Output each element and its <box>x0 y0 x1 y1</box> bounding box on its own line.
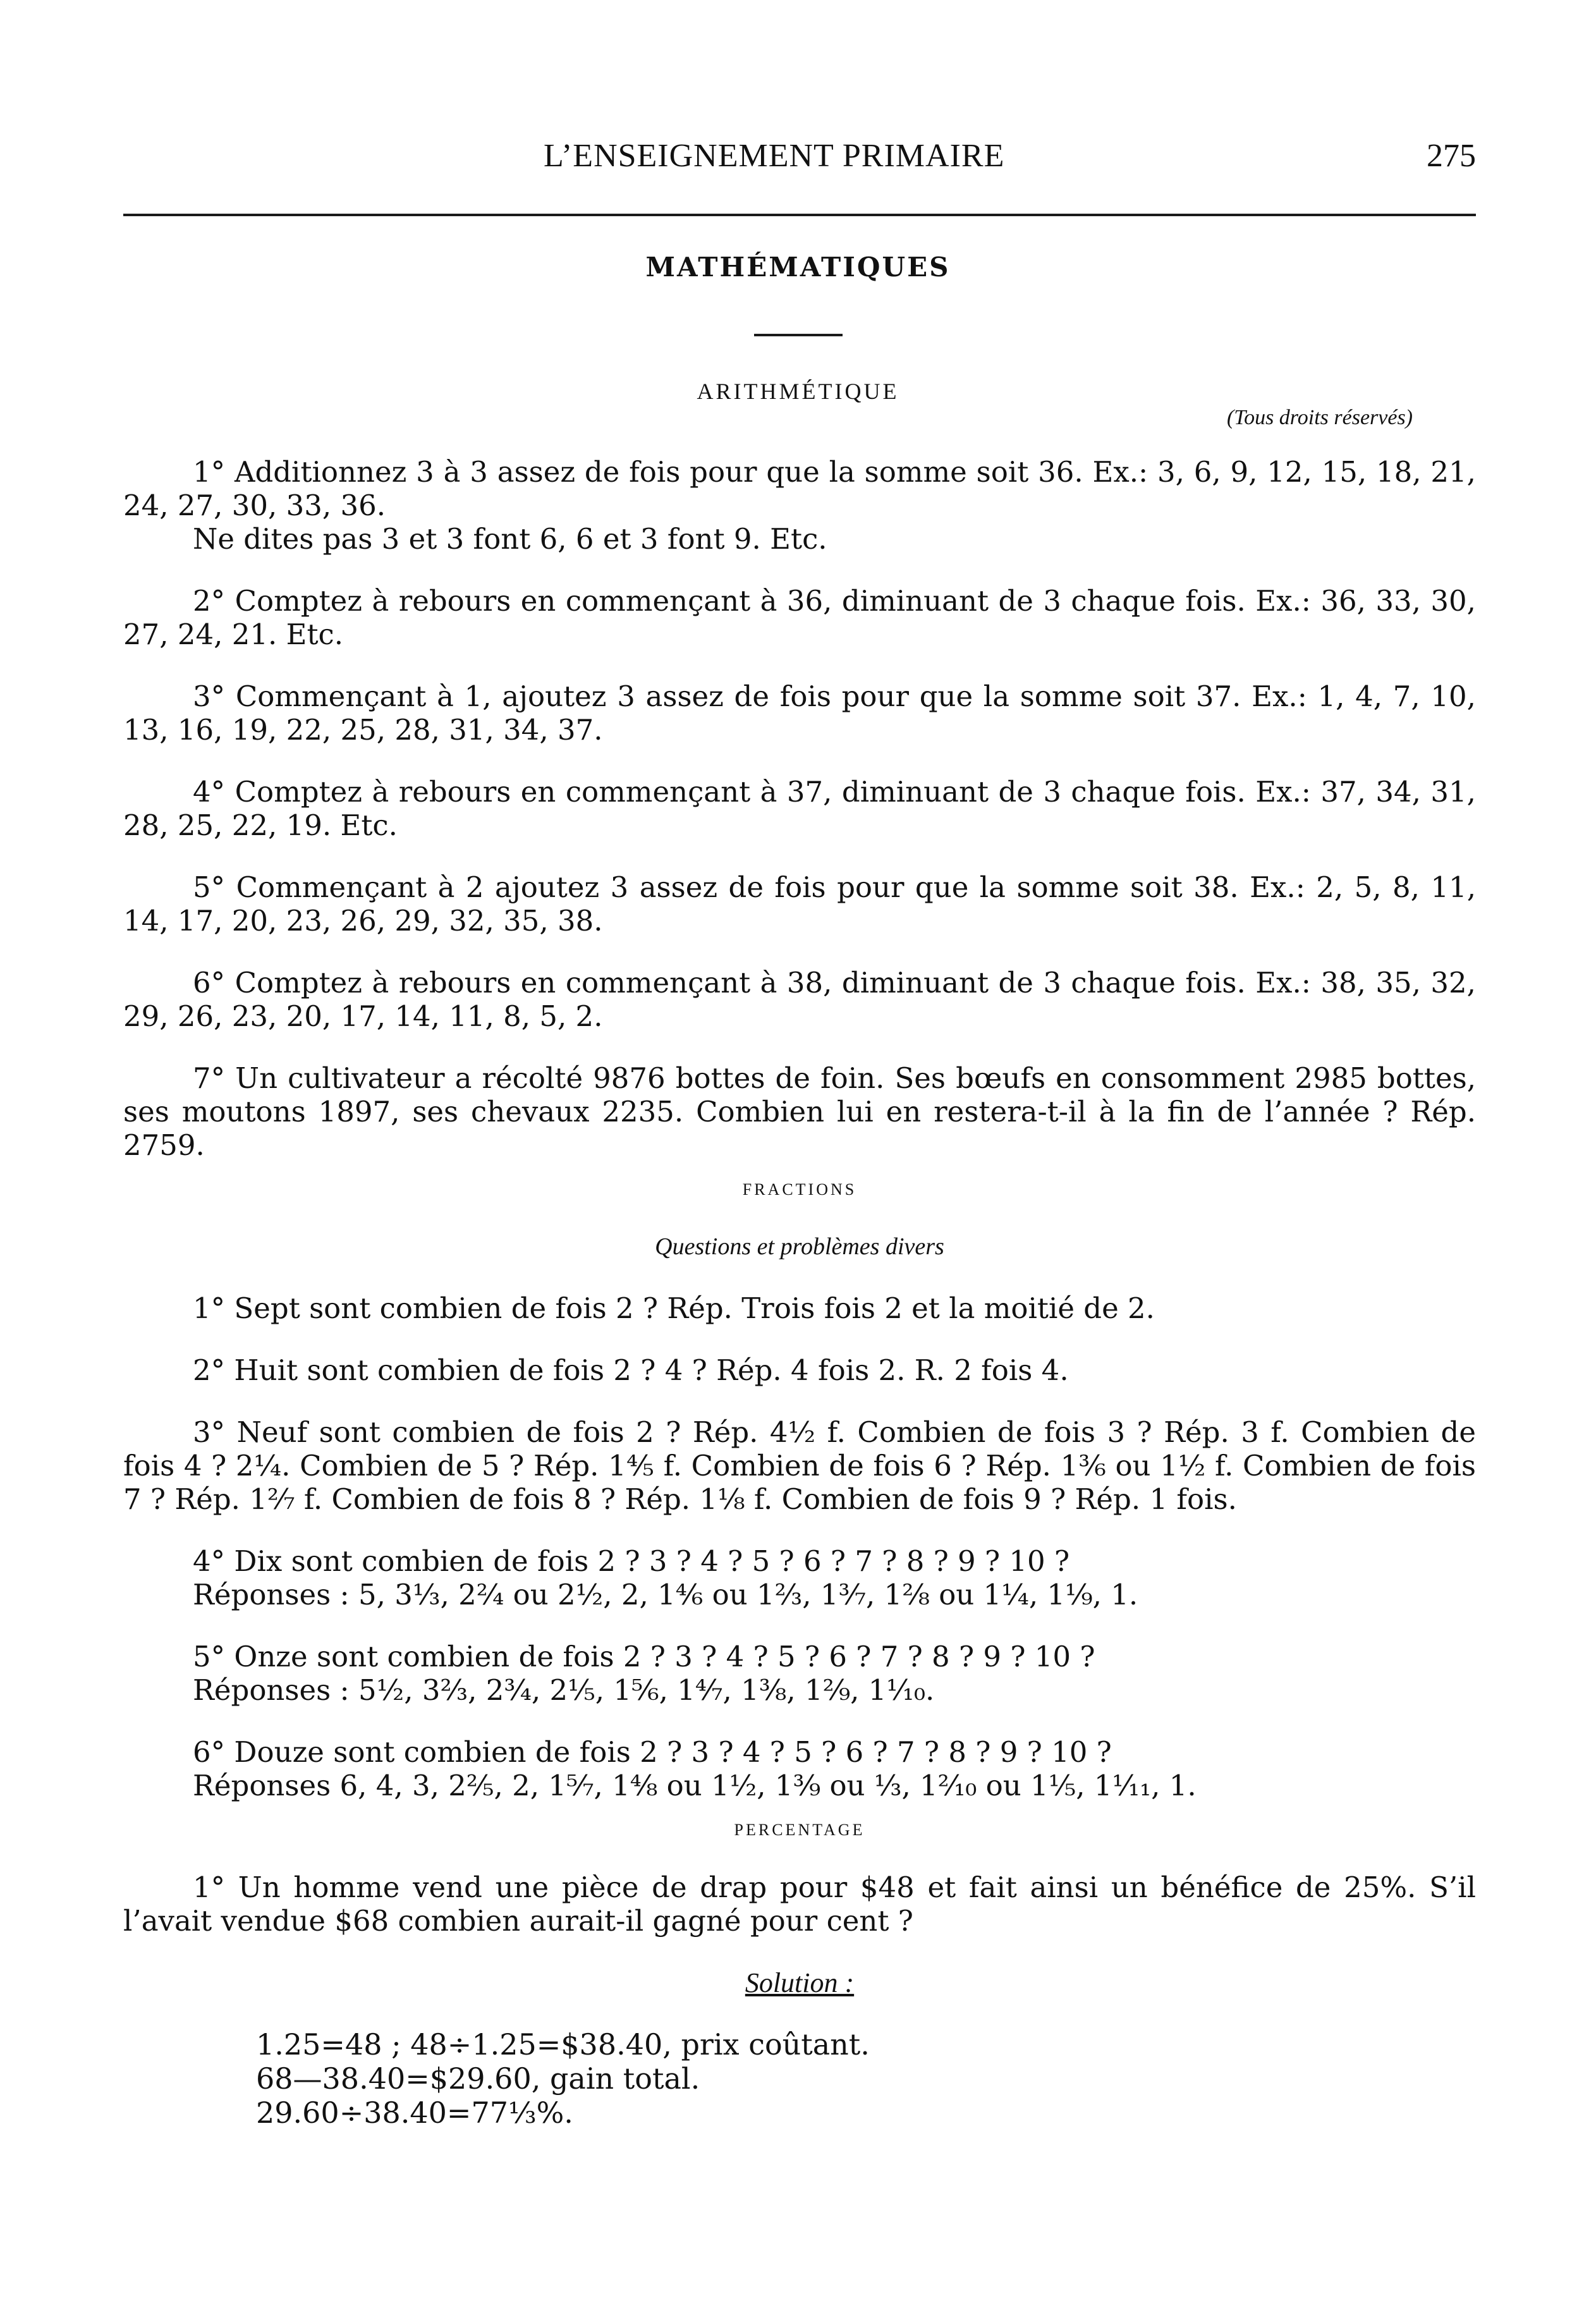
arithmetic-item-6: 6° Comptez à rebours en commençant à 38, diminuant de 3 chaque fois. Ex.: 38, 35, 32, 29, 26, 23, 20, 17, 14, 11, 8, 5, 2. <box>123 966 1476 1033</box>
percentage-heading: PERCENTAGE <box>734 1821 865 1839</box>
fraction-item-2: 2° Huit sont combien de fois 2 ? 4 ? Rép. 4 fois 2. R. 2 fois 4. <box>193 1353 1069 1387</box>
page-body <box>123 455 1476 2130</box>
solution-line: 68—38.40=$29.60, gain total. <box>256 2062 700 2096</box>
arithmetic-item-text: 1° Additionnez 3 à 3 assez de fois pour que la somme soit 36. Ex.: 3, 6, 9, 12, 15, 18, 21, 24, 27, 30, 33, 36. <box>123 455 1476 522</box>
solution-line: 1.25=48 ; 48÷1.25=$38.40, prix coûtant. <box>256 2027 870 2062</box>
solution-block <box>256 2027 1476 2130</box>
fraction-item-question: 6° Douze sont combien de fois 2 ? 3 ? 4 ? 5 ? 6 ? 7 ? 8 ? 9 ? 10 ? <box>193 1735 1112 1769</box>
page-header <box>123 130 1476 174</box>
solution-label: Solution : <box>745 1967 855 1998</box>
section-title: MATHÉMATIQUES <box>645 252 951 283</box>
arithmetic-item-7: 7° Un cultivateur a récolté 9876 bottes de foin. Ses bœufs en consomment 2985 bottes, ses moutons 1897, ses chevaux 2235. Combien lui en restera-t-il à la fin de l’année ? Rép. 2759. <box>123 1061 1476 1162</box>
fraction-item-answer: Réponses : 5, 3⅓, 2²⁄₄ ou 2½, 2, 1⁴⁄₆ ou 1⅔, 1³⁄₇, 1²⁄₈ ou 1¼, 1⅑, 1. <box>193 1578 1138 1611</box>
fraction-item-4 <box>123 1544 1476 1611</box>
fraction-item-5 <box>123 1640 1476 1707</box>
subsection-title: ARITHMÉTIQUE <box>697 379 899 404</box>
arithmetic-item-note: Ne dites pas 3 et 3 font 6, 6 et 3 font 9. Etc. <box>193 522 827 556</box>
fraction-item-question: 5° Onze sont combien de fois 2 ? 3 ? 4 ? 5 ? 6 ? 7 ? 8 ? 9 ? 10 ? <box>193 1640 1095 1673</box>
fraction-item-answer: Réponses : 5½, 3⅔, 2¾, 2⅕, 1⅚, 1⁴⁄₇, 1⅜, 1²⁄₉, 1⅒. <box>193 1673 935 1707</box>
arithmetic-item-4: 4° Comptez à rebours en commençant à 37, diminuant de 3 chaque fois. Ex.: 37, 34, 31, 28, 25, 22, 19. Etc. <box>123 775 1476 842</box>
title-rule <box>754 334 843 336</box>
arithmetic-item-3: 3° Commençant à 1, ajoutez 3 assez de fois pour que la somme soit 37. Ex.: 1, 4, 7, 10, 13, 16, 19, 22, 25, 28, 31, 34, 37. <box>123 680 1476 747</box>
header-rule <box>123 214 1476 216</box>
page-number: 275 <box>1427 138 1476 174</box>
fraction-item-answer: Réponses 6, 4, 3, 2⅖, 2, 1⁵⁄₇, 1⁴⁄₈ ou 1½, 1³⁄₉ ou ⅓, 1²⁄₁₀ ou 1⅕, 1¹⁄₁₁, 1. <box>193 1769 1197 1802</box>
running-title: L’ENSEIGNEMENT PRIMAIRE <box>544 138 1005 174</box>
arithmetic-item-1 <box>123 455 1476 556</box>
fractions-heading: FRACTIONS <box>742 1180 857 1199</box>
fraction-item-question: 4° Dix sont combien de fois 2 ? 3 ? 4 ? 5 ? 6 ? 7 ? 8 ? 9 ? 10 ? <box>193 1544 1070 1578</box>
fractions-subheading: Questions et problèmes divers <box>655 1233 944 1260</box>
arithmetic-item-2: 2° Comptez à rebours en commençant à 36, diminuant de 3 chaque fois. Ex.: 36, 33, 30, 27, 24, 21. Etc. <box>123 584 1476 651</box>
fraction-item-6 <box>123 1735 1476 1802</box>
rights-notice: (Tous droits réservés) <box>1226 406 1413 429</box>
solution-line: 29.60÷38.40=77⅓%. <box>256 2096 573 2130</box>
arithmetic-item-5: 5° Commençant à 2 ajoutez 3 assez de fois pour que la somme soit 38. Ex.: 2, 5, 8, 11, 14, 17, 20, 23, 26, 29, 32, 35, 38. <box>123 870 1476 938</box>
fraction-item-3: 3° Neuf sont combien de fois 2 ? Rép. 4½ f. Combien de fois 3 ? Rép. 3 f. Combien de fois 4 ? 2¼. Combien de 5 ? Rép. 1⅘ f. Combien de fois 6 ? Rép. 1³⁄₆ ou 1½ f. Combien de fois 7 ? Rép. 1²⁄₇ f. Combien de fois 8 ? Rép. 1⅛ f. Combien de fois 9 ? Rép. 1 fois. <box>123 1415 1476 1516</box>
percentage-item-1: 1° Un homme vend une pièce de drap pour $48 et fait ainsi un bénéfice de 25%. S’il l’avait vendue $68 combien aurait-il gagné pour cent ? <box>123 1871 1476 1938</box>
fraction-item-1: 1° Sept sont combien de fois 2 ? Rép. Trois fois 2 et la moitié de 2. <box>193 1292 1155 1325</box>
